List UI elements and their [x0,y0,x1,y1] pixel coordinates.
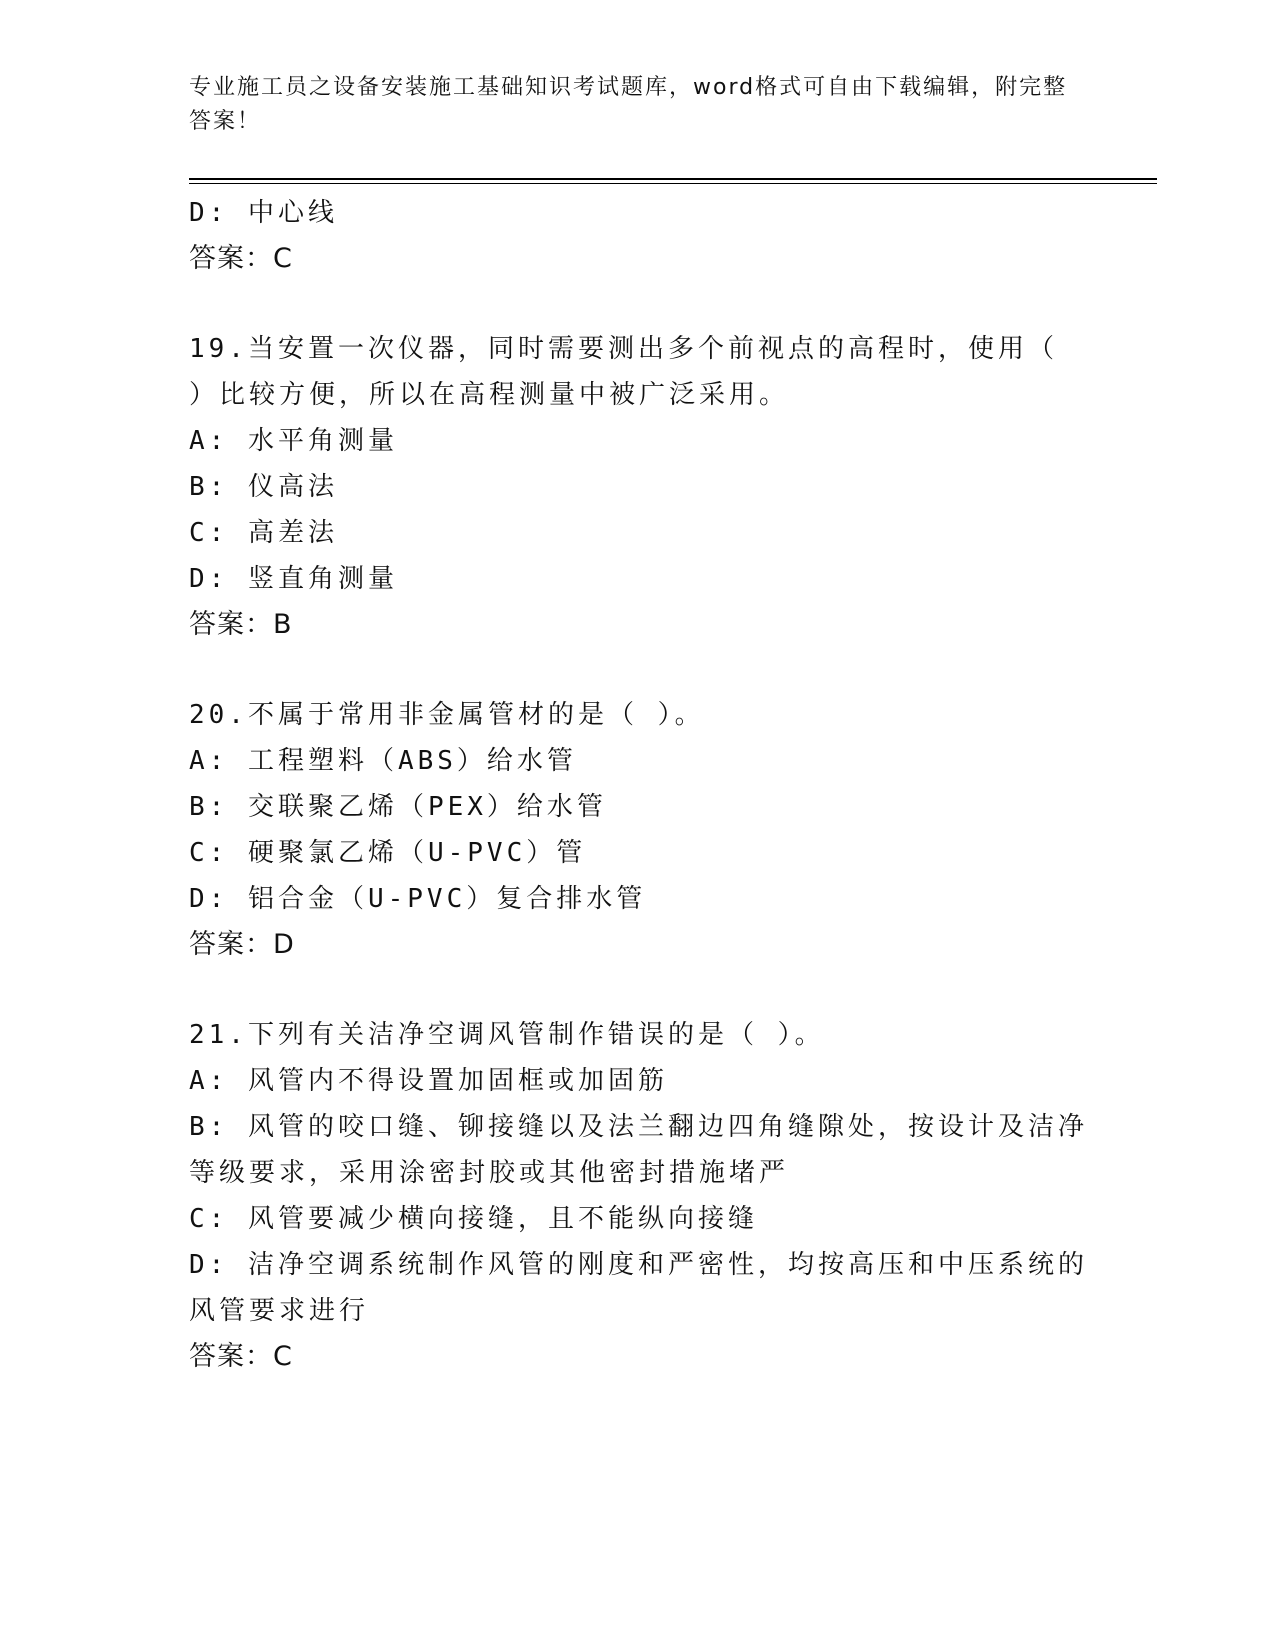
spacer [189,282,1089,326]
question-19 [189,326,1089,648]
question-answer: 答案：B [189,609,293,640]
prev-question-answer: 答案：C [189,243,293,274]
option-d: D: 洁净空调系统制作风管的刚度和严密性，均按高压和中压系统的风管要求进行 [189,1250,1088,1326]
option-b: B: 风管的咬口缝、铆接缝以及法兰翻边四角缝隙处，按设计及洁净等级要求，采用涂密封胶或其他密封措施堵严 [189,1112,1088,1188]
prev-question-option-d: D: 中心线 [189,198,338,228]
option-b: B: 仪高法 [189,472,338,502]
option-d: D: 铝合金（U-PVC）复合排水管 [189,884,647,914]
option-a: A: 工程塑料（ABS）给水管 [189,746,577,776]
question-stem: 19.当安置一次仪器，同时需要测出多个前视点的高程时，使用（ ）比较方便，所以在高程测量中被广泛采用。 [189,334,1058,410]
question-21 [189,1012,1089,1380]
question-content [189,190,1089,1380]
option-a: A: 水平角测量 [189,426,398,456]
option-c: C: 高差法 [189,518,338,548]
option-b: B: 交联聚乙烯（PEX）给水管 [189,792,607,822]
option-d: D: 竖直角测量 [189,564,398,594]
document-header: 专业施工员之设备安装施工基础知识考试题库，word格式可自由下载编辑，附完整答案！ [189,75,1068,134]
option-c: C: 硬聚氯乙烯（U-PVC）管 [189,838,587,868]
question-20 [189,692,1089,968]
option-a: A: 风管内不得设置加固框或加固筋 [189,1066,668,1096]
question-stem: 21.下列有关洁净空调风管制作错误的是（ ）。 [189,1020,825,1050]
option-c: C: 风管要减少横向接缝，且不能纵向接缝 [189,1204,758,1234]
question-answer: 答案：D [189,929,295,960]
question-stem: 20.不属于常用非金属管材的是（ ）。 [189,700,705,730]
header-divider-thin [189,183,1157,184]
spacer [189,968,1089,1012]
question-answer: 答案：C [189,1341,293,1372]
header-divider-thick [189,178,1157,180]
spacer [189,648,1089,692]
